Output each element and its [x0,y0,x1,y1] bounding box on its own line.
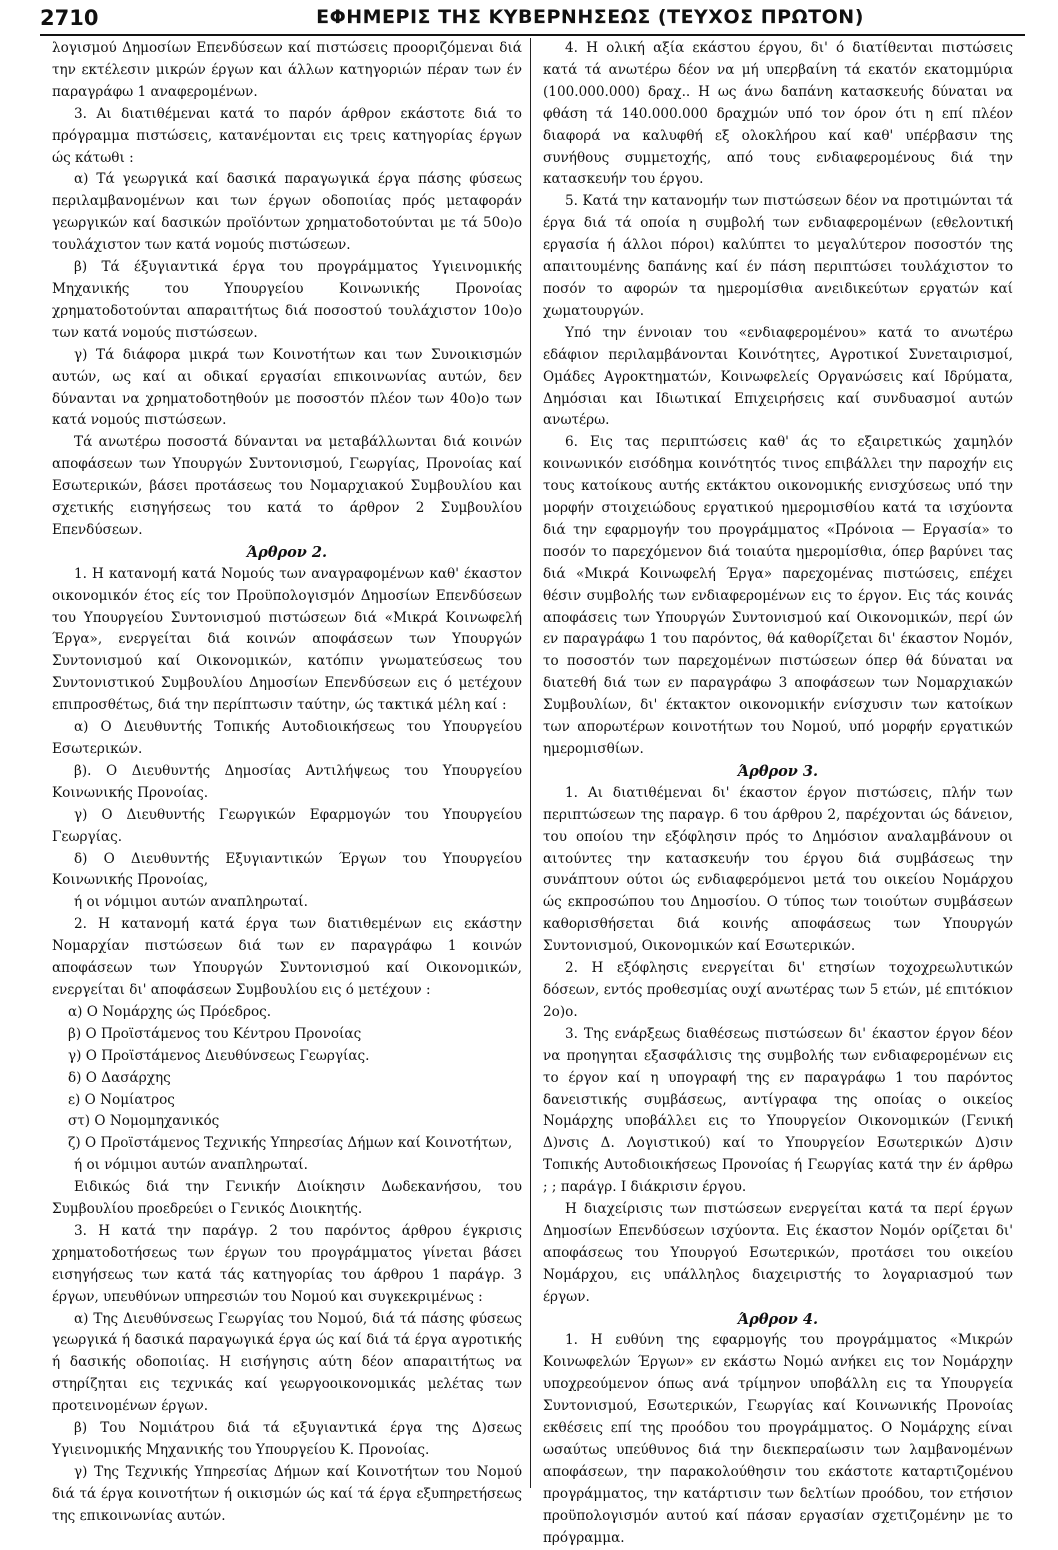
article-heading: Άρθρον 2. [246,543,328,561]
column-divider [530,38,531,1488]
article-heading: Άρθρον 3. [737,762,819,780]
paragraph: λογισμού Δημοσίων Επενδύσεων καί πιστώσεις προοριζόμεναι διά την εκτέλεσιν μικρών έργων και άλλων κατηγοριών πέραν των έν παραγράφω 1 αναφερομένων. [52,40,522,100]
paragraph: 3. Της ενάρξεως διαθέσεως πιστώσεων δι' έκαστον έργον δέον να προηγηται εξασφάλισις της συμβολής των ενδιαφερομένων εις το έργον καί η υπογραφή της εν παραγράφω 1 του παρόντος δανειστικής συμβάσεως, αντίγραφα της οποίας ο οικείος Νομάρχης υποβάλλει εις το Υπουργείον Οικονομικών (Γενική Δ)νσις Δ. Λογιστικού) καί το Υπουργείον Εσωτερικών Δ)σιν Τοπικής Αυτοδιοικήσεως Προνοίας ή Γεωργίας κατά την έν άρθρω ; ; παράγρ. Ι διάκρισιν έργου. [543,1025,1013,1196]
list-item: ζ) Ο Προϊστάμενος Τεχνικής Υπηρεσίας Δήμων καί Κοινοτήτων, [68,1135,513,1152]
paragraph: 3. Αι διατιθέμεναι κατά το παρόν άρθρον εκάστοτε διά το πρόγραμμα πιστώσεις, κατανέμονται εις τρεις κατηγορίας έργων ώς κάτωθι : [52,105,522,166]
list-item: γ) Της Τεχνικής Υπηρεσίας Δήμων καί Κοινοτήτων του Νομού διά τά έργα κοινοτήτων ή οικισμών ώς καί τά έργα εξυπηρετήσεως της επικοινωνίας αυτών. [52,1463,522,1524]
list-item: β) Του Νομιάτρου διά τά εξυγιαντικά έργα της Δ)σεως Υγιεινομικής Μηχανικής του Υπουργείου Κ. Προνοίας. [52,1420,522,1458]
list-item: δ) Ο Διευθυντής Εξυγιαντικών Έργων του Υπουργείου Κοινωνικής Προνοίας, [52,850,522,889]
page-number: 2710 [40,6,99,30]
paragraph: Η διαχείρισις των πιστώσεων ενεργείται κατά τα περί έργων Δημοσίων Επενδύσεων ισχύοντα. Εις έκαστον Νομόν ορίζεται δι' αποφάσεως του Υπουργού Εσωτερικών, προτάσει του οικείου Νομάρχου, εις υπάλληλος διαχειριστής το λογαριασμού των έργων. [543,1201,1013,1305]
paragraph: Ειδικώς διά την Γενικήν Διοίκησιν Δωδεκανήσου, του Συμβουλίου προεδρεύει ο Γενικός Διοικητής. [52,1179,522,1218]
paragraph: 1. Η ευθύνη της εφαρμογής του προγράμματος «Μικρών Κοινωφελών Έργων» εν εκάστω Νομώ ανήκει εις τον Νομάρχην υποχρεούμενον όπως ανά τρίμηνον υποβάλλη εις τα Υπουργεία Συντονισμού, Εσωτερικών, Γεωργίας καί Κοινωνικής Προνοίας εκθέσεις επί της προόδου του προγράμματος. Ο Νομάρχης είναι ωσαύτως υπεύθυνος διά την διεκπεραίωσιν των λαμβανομένων αποφάσεων, την παρακολούθησιν του εκάστοτε καταρτιζομένου προγράμματος, την κατάρτισιν των δελτίων προόδου, τον ετήσιον προϋπολογισμόν αυτού καί πάσαν εργασίαν σχετιζομένην με το πρόγραμμα. [543,1332,1013,1546]
paragraph: 1. Η κατανομή κατά Νομούς των αναγραφομένων καθ' έκαστον οικονομικόν έτος είς τον Προϋπολογισμόν Δημοσίων Επενδύσεων του Υπουργείου Συντονισμού πιστώσεων διά «Μικρά Κοινωφελή Έργα», ενεργείται διά κοινών αποφάσεων των Υπουργών Συντονισμού καί Οικονομικών, κατόπιν γνωματεύσεως του Συντονιστικού Συμβουλίου Δημοσίων Επενδύσεων εις ό μετέχουν επιπροσθέτως, διά την περίπτωσιν ταύτην, ώς τακτικά μέλη καί : [52,565,522,714]
list-item: α) Της Διευθύνσεως Γεωργίας του Νομού, διά τά πάσης φύσεως γεωργικά ή δασικά παραγωγικά έργα ώς καί διά τά έργα αγροτικής ή δασικής οδοποιίας. Η εισήγησις αύτη δέον απαραιτήτως να στηρίζηται εις τεχνικάς καί γεωργοοικονομικάς μελέτας των προτεινομένων έργων. [52,1310,522,1415]
page-header [40,4,1025,36]
paragraph: Υπό την έννοιαν του «ενδιαφερομένου» κατά το ανωτέρω εδάφιον περιλαμβάνονται Κοινότητες, Αγροτικοί Συνεταιρισμοί, Ομάδες Αγροκτηματών, Κοινωφελείς Οργανώσεις καί Ιδρύματα, Δημόσιαι και Ιδιωτικαί Επιχειρήσεις καί συνδυασμοί αυτών ανωτέρω. [543,324,1013,429]
paragraph: ή οι νόμιμοι αυτών αναπληρωταί. [74,1157,308,1174]
paragraph: 3. Η κατά την παράγρ. 2 του παρόντος άρθρου έγκρισις χρηματοδοτήσεως των έργων του προγράμματος γίνεται βάσει εισηγήσεως των κατά τάς κατηγορίας του άρθρου 1 παράγρ. 3 έργων, υπευθύνων υπηρεσιών του Νομού και συγκεκριμένως : [52,1222,522,1305]
list-item: β) Ο Προϊστάμενος του Κέντρου Προνοίας [68,1025,362,1042]
paragraph: Τά ανωτέρω ποσοστά δύνανται να μεταβάλλωνται διά κοινών αποφάσεων των Υπουργών Συντονισμού, Γεωργίας, Προνοίας καί Εσωτερικών, βάσει προτάσεως του Νομαρχιακού Συμβουλίου και σχετικής εισηγήσεως του κατά το άρθρον 2 Συμβουλίου Επενδύσεων. [52,434,522,538]
gazette-title: ΕΦΗΜΕΡΙΣ ΤΗΣ ΚΥΒΕΡΝΗΣΕΩΣ (ΤΕΥΧΟΣ ΠΡΩΤΟΝ) [316,6,864,28]
paragraph: 2. Η εξόφλησις ενεργείται δι' ετησίων τοχοχρεωλυτικών δόσεων, εντός προθεσμίας ουχί ανωτέρας των 5 ετών, μέ επιτόκιον 2ο)ο. [543,960,1013,1020]
list-item: α) Τά γεωργικά καί δασικά παραγωγικά έργα πάσης φύσεως περιλαμβανομένων και των έργων οδοποιίας πρός μεταφοράν γεωργικών καί δασικών προϊόντων χρηματοδοτούνται με τά 50ο)ο τουλάχιστον των κατά νομούς πιστώσεων. [52,171,522,254]
article-heading: Άρθρον 4. [737,1310,819,1328]
paragraph: 6. Εις τας περιπτώσεις καθ' άς το εξαιρετικώς χαμηλόν κοινωνικόν εισόδημα κοινότητός τινος επιβάλλει την παροχήν εις τους κατοίκους αυτής εκτάκτου οικονομικής ενισχύσεως υπό την μορφήν στοιχειώδους εργατικού ημερομισθίου κατά τα ισχύοντα διά την εφαρμογήν του προγράμματος «Πρόνοια — Εργασία» το ποσόν το παρεχόμενον διά τοιαύτα ημερομίσθια, όπερ βαρύνει τας διά «Μικρά Κοινωφελή Έργα» παρεχομένας πιστώσεις, επέχει θέσιν συμβολής των ενδιαφερομένων εις το έργον. Εις τάς κοινάς αποφάσεις των Υπουργών Συντονισμού καί Οικονομικών, περί ών εν παραγράφω 1 του παρόντος, θά καθορίζεται δι' έκαστον Νομόν, το ποσοστόν των παρεχομένων πιστώσεων όπερ θά δύναται να διατεθή διά των εν παραγράφω 3 αποφάσεων των Νομαρχιακών Συμβουλίων, δι' έκτακτον οικονομικήν ενίσχυσιν των κατοίκων των απορωτέρων κοινοτήτων του Νομού, υπό μορφήν εργατικών ημερομισθίων. [543,434,1013,757]
right-column [543,38,1013,1546]
list-item: γ) Τά διάφορα μικρά των Κοινοτήτων και των Συνοικισμών αυτών, ως καί αι οδικαί εργασίαι επικοινωνίας αυτών, δεν δύνανται να χρηματοδοτηθούν με ποσοστόν πλέον των 40ο)ο των κατά νομούς πιστώσεων. [52,346,522,429]
paragraph: 4. Η ολική αξία εκάστου έργου, δι' ό διατίθενται πιστώσεις κατά τά ανωτέρω δέον να μή υπερβαίνη τά εκατόν εκατομμύρια (100.000.000) δραχ.. Η ως άνω δαπάνη κατασκευής δύναται να φθάση τά 140.000.000 δραχμών υπό τον όρον ότι η επί πλέον διαφορά να καλυφθή εξ ολοκλήρου καί καθ' υπέρβασιν της συνήθους συμμετοχής, από τους ενδιαφερομένους διά την κατασκευήν του έργου. [543,40,1013,188]
list-item: γ) Ο Διευθυντής Γεωργικών Εφαρμογών του Υπουργείου Γεωργίας. [52,806,522,845]
list-item: α) Ο Διευθυντής Τοπικής Αυτοδιοικήσεως του Υπουργείου Εσωτερικών. [52,719,522,757]
list-item: στ) Ο Νομομηχανικός [68,1113,220,1130]
list-item: β). Ο Διευθυντής Δημοσίας Αντιλήψεως του Υπουργείου Κοινωνικής Προνοίας. [52,762,522,801]
paragraph: 1. Αι διατιθέμεναι δι' έκαστον έργον πιστώσεις, πλήν των περιπτώσεων της παραγρ. 6 του άρθρου 2, παρέχονται ώς δάνειον, του οποίου την εξόφλησιν πρός το Δημόσιον αναλαμβάνουν οι αιτούντες την κατασκευήν του έργου διά συμβάσεως την συνάπτουν ούτοι ώς ενδιαφερόμενοι μετά του οικείου Νομάρχου ώς εκπροσώπου του Δημοσίου. Ο τύπος των τοιούτων συμβάσεων καθορισθήσεται διά κοινής αποφάσεως των Υπουργών Συντονισμού, Οικονομικών καί Εσωτερικών. [543,784,1013,955]
list-item: α) Ο Νομάρχης ώς Πρόεδρος. [68,1003,272,1020]
paragraph: 2. Η κατανομή κατά έργα των διατιθεμένων εις εκάστην Νομαρχίαν πιστώσεων διά των εν παραγράφω 1 κοινών αποφάσεων των Υπουργών Συντονισμού καί Οικονομικών, ενεργείται δι' αποφάσεων Συμβουλίου εις ό μετέχουν : [52,916,522,998]
left-column [52,38,522,1524]
list-item: δ) Ο Δασάρχης [68,1069,171,1086]
paragraph: 5. Κατά την κατανομήν των πιστώσεων δέον να προτιμώνται τά έργα διά τά οποία η συμβολή των ενδιαφερομένων (εθελοντική εργασία ή άλλοι πόροι) καλύπτει το μεγαλύτερον ποσοστόν της απαιτουμένης δαπάνης καί έν πάση περιπτώσει τουλάχιστον το ποσόν το αφορών τα ημερομίσθια ανειδικεύτων εργατών καί χωματουργών. [543,193,1013,319]
paragraph: ή οι νόμιμοι αυτών αναπληρωταί. [74,894,308,911]
list-item: β) Τά έξυγιαντικά έργα του προγράμματος Υγιεινομικής Μηχανικής του Υπουργείου Κοινωνικής Προνοίας χρηματοδοτούνται απαραιτήτως διά ποσοστού τουλάχιστον 10ο)ο των κατά νομούς πιστώσεων. [52,259,522,341]
list-item: ε) Ο Νομίατρος [68,1091,175,1108]
list-item: γ) Ο Προϊστάμενος Διευθύνσεως Γεωργίας. [68,1047,370,1064]
